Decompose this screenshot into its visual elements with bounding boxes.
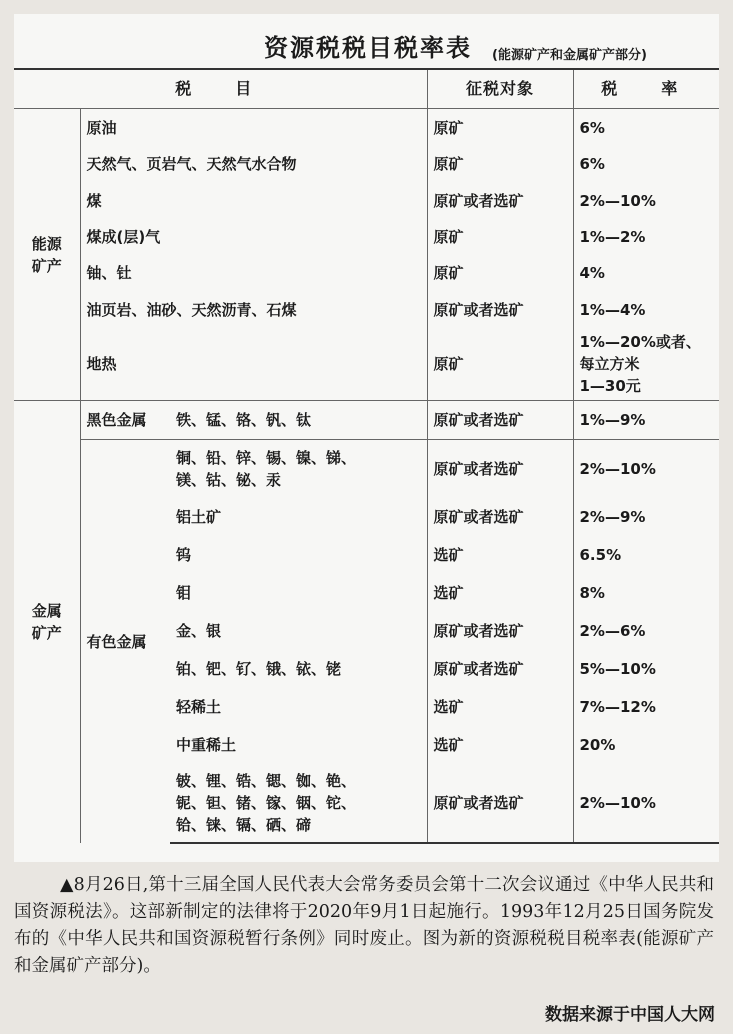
object-cell: 原矿 <box>427 219 573 255</box>
object-cell: 原矿或者选矿 <box>427 401 573 440</box>
object-cell: 选矿 <box>427 574 573 612</box>
category-metal: 金属 矿产 <box>14 401 80 844</box>
rate-cell: 4% <box>573 255 719 291</box>
table-row <box>14 328 719 401</box>
header-object: 征税对象 <box>427 69 573 109</box>
rate-cell: 1%—2% <box>573 219 719 255</box>
table-row <box>14 219 719 255</box>
object-cell: 原矿或者选矿 <box>427 764 573 843</box>
rate-cell: 5%—10% <box>573 650 719 688</box>
rate-cell: 20% <box>573 726 719 764</box>
item-cell: 天然气、页岩气、天然气水合物 <box>80 146 427 182</box>
rate-cell: 8% <box>573 574 719 612</box>
rate-cell: 6% <box>573 146 719 182</box>
object-cell: 原矿或者选矿 <box>427 440 573 499</box>
tax-rate-table-image <box>14 14 719 862</box>
item-cell: 铍、锂、锆、锶、铷、铯、 铌、钽、锗、镓、铟、铊、 铪、铼、镉、硒、碲 <box>170 764 427 843</box>
item-cell: 铜、铅、锌、锡、镍、锑、 镁、钴、铋、汞 <box>170 440 427 499</box>
table-header-row <box>14 69 719 109</box>
object-cell: 原矿或者选矿 <box>427 612 573 650</box>
rate-cell: 2%—10% <box>573 182 719 219</box>
header-rate: 税 率 <box>573 69 719 109</box>
header-item: 税 目 <box>14 69 427 109</box>
object-cell: 选矿 <box>427 726 573 764</box>
rate-cell: 1%—9% <box>573 401 719 440</box>
object-cell: 原矿或者选矿 <box>427 291 573 328</box>
item-cell: 油页岩、油砂、天然沥青、石煤 <box>80 291 427 328</box>
item-cell: 钨 <box>170 536 427 574</box>
object-cell: 选矿 <box>427 688 573 726</box>
item-cell: 原油 <box>80 109 427 147</box>
item-cell: 钼 <box>170 574 427 612</box>
object-cell: 原矿或者选矿 <box>427 182 573 219</box>
table-row <box>14 401 719 440</box>
object-cell: 原矿 <box>427 109 573 147</box>
rate-cell: 2%—6% <box>573 612 719 650</box>
group-ferrous: 黑色金属 <box>80 401 170 440</box>
object-cell: 原矿 <box>427 255 573 291</box>
photo-caption: ▲8月26日,第十三届全国人民代表大会常务委员会第十二次会议通过《中华人民共和国资源税法》。这部新制定的法律将于2020年9月1日起施行。1993年12月25日国务院发布的《中华人民共和国资源税暂行条例》同时废止。图为新的资源税税目税率表(能源矿产和金属矿产部分)。 <box>14 875 714 976</box>
item-cell: 铀、钍 <box>80 255 427 291</box>
rate-cell: 2%—10% <box>573 440 719 499</box>
source-credit: 数据来源于中国人大网 <box>545 1005 715 1025</box>
item-cell: 金、银 <box>170 612 427 650</box>
tax-rate-table <box>14 68 719 844</box>
table-row <box>14 182 719 219</box>
group-nonferrous: 有色金属 <box>80 440 170 844</box>
item-cell: 铝土矿 <box>170 498 427 536</box>
rate-cell: 2%—9% <box>573 498 719 536</box>
item-cell: 煤成(层)气 <box>80 219 427 255</box>
table-row <box>14 109 719 147</box>
item-cell: 轻稀土 <box>170 688 427 726</box>
rate-cell: 6.5% <box>573 536 719 574</box>
table-subtitle: (能源矿产和金属矿产部分) <box>492 48 647 63</box>
rate-cell: 2%—10% <box>573 764 719 843</box>
object-cell: 原矿或者选矿 <box>427 498 573 536</box>
object-cell: 原矿或者选矿 <box>427 650 573 688</box>
object-cell: 原矿 <box>427 146 573 182</box>
item-cell: 铂、钯、钌、锇、铱、铑 <box>170 650 427 688</box>
table-row <box>14 255 719 291</box>
rate-cell: 1%—4% <box>573 291 719 328</box>
table-row <box>14 440 719 499</box>
rate-cell: 7%—12% <box>573 688 719 726</box>
category-energy: 能源 矿产 <box>14 109 80 401</box>
rate-cell: 1%—20%或者、 每立方米 1—30元 <box>573 328 719 401</box>
table-title-row <box>14 14 719 74</box>
table-row <box>14 146 719 182</box>
object-cell: 原矿 <box>427 328 573 401</box>
item-cell: 地热 <box>80 328 427 401</box>
item-cell: 铁、锰、铬、钒、钛 <box>170 401 427 440</box>
table-title: 资源税税目税率表 <box>264 34 472 62</box>
rate-cell: 6% <box>573 109 719 147</box>
table-row <box>14 291 719 328</box>
object-cell: 选矿 <box>427 536 573 574</box>
item-cell: 中重稀土 <box>170 726 427 764</box>
item-cell: 煤 <box>80 182 427 219</box>
